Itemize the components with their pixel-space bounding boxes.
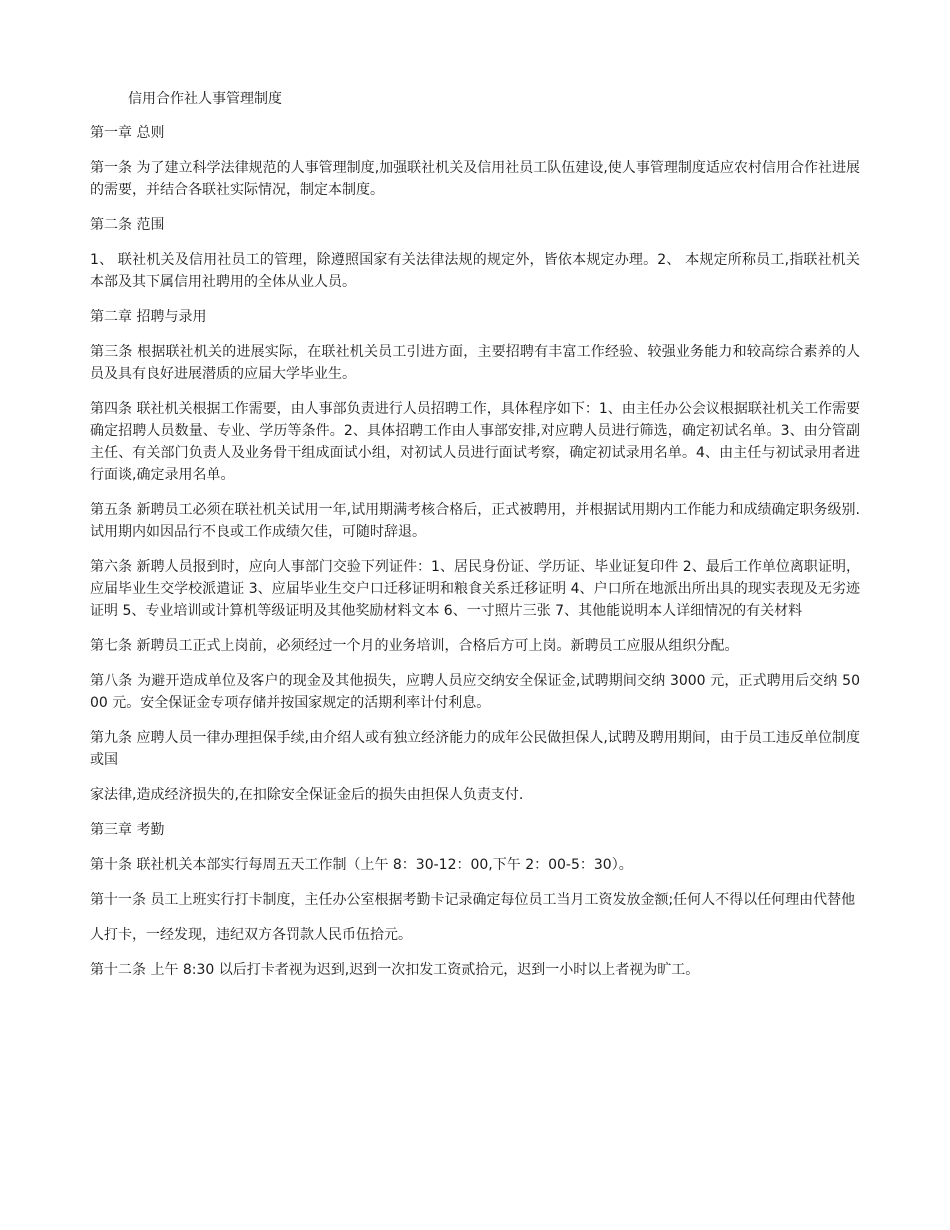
article-12: 第十二条 上午 8:30 以后打卡者视为迟到,迟到一次扣发工资贰拾元，迟到一小时以上者视为旷工。 bbox=[90, 962, 700, 978]
chapter-3-heading: 第三章 考勤 bbox=[90, 822, 165, 838]
article-6: 第六条 新聘人员报到时，应向人事部门交验下列证件：1、居民身份证、学历证、毕业证复印件 2、最后工作单位离职证明，应届毕业生交学校派遣证 3、应届毕业生交户口迁移证明和粮食关系迁移证明 4、户口所在地派出所出具的现实表现及无劣迹证明 5、专业培训或计算机等级证明及其他奖励材料文本 6、一寸照片三张 7、其他能说明本人详细情况的有关材料 bbox=[90, 559, 860, 619]
article-1: 第一条 为了建立科学法律规范的人事管理制度,加强联社机关及信用社员工队伍建设,使人事管理制度适应农村信用合作社进展的需要，并结合各联社实际情况，制定本制度。 bbox=[90, 160, 860, 198]
article-4: 第四条 联社机关根据工作需要，由人事部负责进行人员招聘工作，具体程序如下：1、由主任办公会议根据联社机关工作需要确定招聘人员数量、专业、学历等条件。2、具体招聘工作由人事部安排,对应聘人员进行筛选，确定初试名单。3、由分管副主任、有关部门负责人及业务骨干组成面试小组，对初试人员进行面试考察，确定初试录用名单。4、由主任与初试录用者进行面谈,确定录用名单。 bbox=[90, 401, 860, 483]
article-3: 第三条 根据联社机关的进展实际，在联社机关员工引进方面，主要招聘有丰富工作经验、较强业务能力和较高综合素养的人员及具有良好进展潜质的应届大学毕业生。 bbox=[90, 344, 860, 382]
article-2-body: 1、 联社机关及信用社员工的管理，除遵照国家有关法律法规的规定外，皆依本规定办理。2、 本规定所称员工,指联社机关本部及其下属信用社聘用的全体从业人员。 bbox=[90, 252, 860, 290]
article-11-continued: 人打卡，一经发现，违纪双方各罚款人民币伍拾元。 bbox=[90, 927, 412, 943]
article-5: 第五条 新聘员工必须在联社机关试用一年,试用期满考核合格后，正式被聘用，并根据试用期内工作能力和成绩确定职务级别.试用期内如因品行不良或工作成绩欠佳，可随时辞退。 bbox=[90, 502, 860, 540]
article-9: 第九条 应聘人员一律办理担保手续,由介绍人或有独立经济能力的成年公民做担保人,试聘及聘用期间，由于员工违反单位制度或国 bbox=[90, 730, 860, 768]
chapter-2-heading: 第二章 招聘与录用 bbox=[90, 309, 207, 325]
article-7: 第七条 新聘员工正式上岗前，必须经过一个月的业务培训，合格后方可上岗。新聘员工应服从组织分配。 bbox=[90, 638, 739, 654]
article-8: 第八条 为避开造成单位及客户的现金及其他损失，应聘人员应交纳安全保证金,试聘期间交纳 3000 元，正式聘用后交纳 5000 元。安全保证金专项存储并按国家规定的活期利率计付利息。 bbox=[90, 673, 860, 711]
document-title: 信用合作社人事管理制度 bbox=[128, 91, 282, 107]
article-2-heading: 第二条 范围 bbox=[90, 217, 165, 233]
article-11: 第十一条 员工上班实行打卡制度，主任办公室根据考勤卡记录确定每位员工当月工资发放金额;任何人不得以任何理由代替他 bbox=[90, 892, 856, 908]
article-9-continued: 家法律,造成经济损失的,在扣除安全保证金后的损失由担保人负责支付. bbox=[90, 787, 524, 803]
article-10: 第十条 联社机关本部实行每周五天工作制（上午 8：30-12：00,下午 2：00-5：30）。 bbox=[90, 857, 633, 873]
chapter-1-heading: 第一章 总则 bbox=[90, 125, 165, 141]
